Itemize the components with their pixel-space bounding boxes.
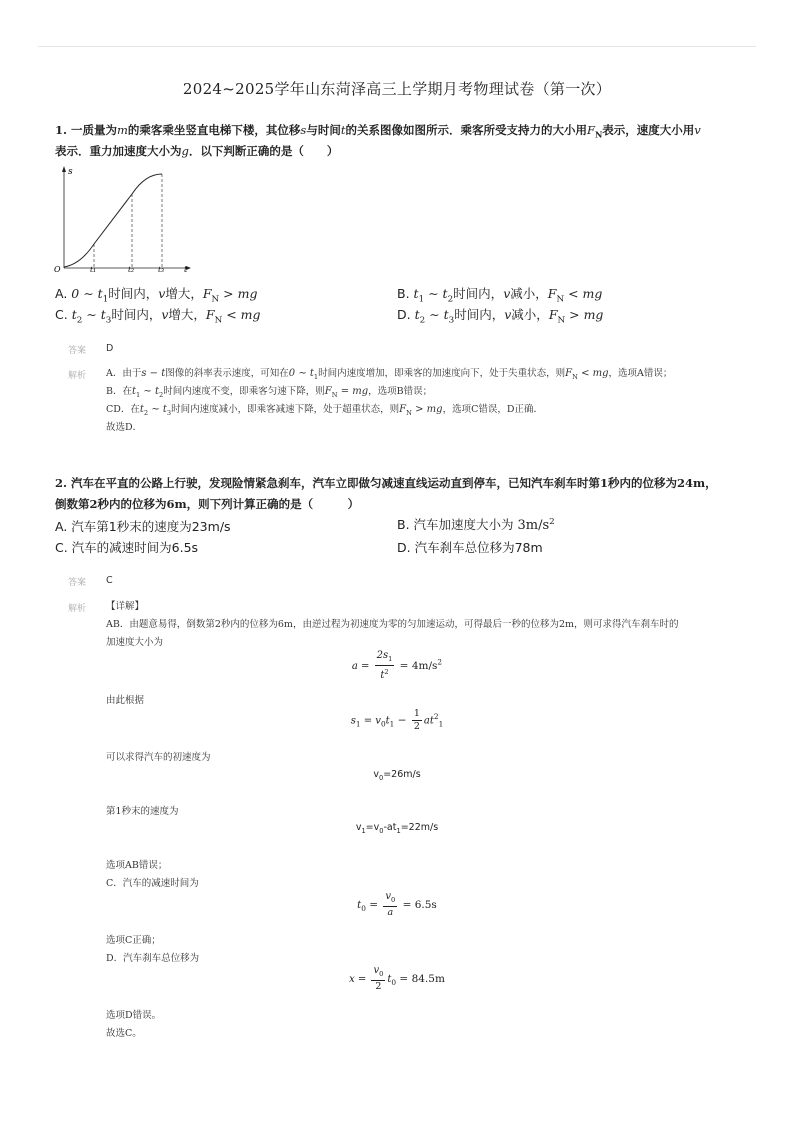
formula-total-displacement: x = $\frac{v_0}{2}$ $t_0 = 84.5m$ (349, 965, 445, 992)
q1-explain-line4: 故选D． (106, 422, 143, 433)
q2-v1-text: 第1秒末的速度为 (106, 806, 179, 817)
q2-by-text: 由此根据 (106, 695, 145, 706)
q1-stem-line2: 表示．重力加速度大小为g．以下判断正确的是（ ） (55, 144, 339, 158)
q2-stem-line2: 倒数第2秒内的位移为6m，则下列计算正确的是（ ） (55, 497, 360, 511)
q1-option-b[interactable]: B. $t_1$ ∼ $t_2$时间内，v减小，$F_N$ < mg (397, 286, 603, 305)
q1-option-d[interactable]: D. $t_2$ ∼ $t_3$时间内，v减小，$F_N$ > mg (397, 307, 604, 326)
q1-explain-line3: CD．在$t_2$ ∼ $t_3$时间内速度减小，即乘客减速下降，处于超重状态，则$F_N$ > mg，选项C错误，D正确． (106, 404, 543, 417)
q1-explain-line2: B．在$t_1$ ∼ $t_2$时间内速度不变，即乘客匀速下降，则$F_N$ = mg，选项B错误； (106, 386, 433, 399)
q2-option-d[interactable]: D. 汽车刹车总位移为78m (397, 540, 543, 555)
q1-option-a[interactable]: A. 0 ∼ $t_1$时间内，v增大，$F_N$ > mg (55, 286, 258, 305)
q2-final-answer: 故选C。 (106, 1028, 142, 1039)
q1-answer-value: D (106, 343, 114, 354)
q2-init-v-text: 可以求得汽车的初速度为 (106, 752, 211, 763)
q2-explain-label: 解析 (68, 604, 87, 614)
s-t-graph (52, 164, 192, 276)
formula-time: $t_0$ = $\frac{v_0}{a}$ = 6.5s (357, 891, 437, 918)
t3-tick-label: t₃ (158, 265, 165, 274)
page-title: 2024~2025学年山东菏泽高三上学期月考物理试卷（第一次） (182, 80, 612, 98)
q2-d-wrong: 选项D错误。 (106, 1010, 162, 1021)
formula-displacement: $s_1 = v_0t_1$ − $\frac{1}{2}$ $at^2_1$ (350, 708, 444, 732)
q2-c-right: 选项C正确； (106, 935, 161, 946)
q2-ab-wrong: 选项AB错误； (106, 860, 168, 871)
s-axis-label: s (68, 167, 73, 177)
q2-option-a[interactable]: A. 汽车第1秒末的速度为23m/s (55, 519, 231, 534)
formula-acceleration: a = $\frac{2s_1}{t^2}$ = $4m/s^2$ (351, 650, 443, 682)
q2-stem-line1: 2. 汽车在平直的公路上行驶，发现险情紧急刹车，汽车立即做匀减速直线运动直到停车，已知汽车刹车时第1秒内的位移为24m， (55, 476, 717, 490)
q2-answer-label: 答案 (68, 578, 87, 588)
s-t-curve (64, 174, 162, 267)
formula-v1: $v_1=v_0-at_1=22m/s$ (355, 822, 439, 835)
t-axis-label: t (184, 265, 188, 274)
t2-tick-label: t₂ (128, 265, 135, 274)
q1-option-c[interactable]: C. $t_2$ ∼ $t_3$时间内，v增大，$F_N$ < mg (55, 307, 261, 326)
formula-v0: $v_0=26m/s$ (373, 769, 421, 782)
q2-detail-tag: 【详解】 (106, 601, 145, 612)
q1-stem-line1: 1. 一质量为m的乘客乘坐竖直电梯下楼，其位移s与时间t的关系图像如图所示．乘客所受支持力的大小用$F_N$表示，速度大小用v (55, 123, 701, 140)
q1-answer-label: 答案 (68, 346, 87, 356)
header-divider (38, 46, 756, 47)
q2-ab-line2: 加速度大小为 (106, 637, 164, 648)
q2-answer-value: C (106, 575, 113, 586)
q2-option-b[interactable]: B. 汽车加速度大小为 $3m/s^2$ (397, 516, 555, 533)
t1-tick-label: t₁ (90, 265, 97, 274)
q1-explain-line1: A．由于s − t图像的斜率表示速度，可知在0 ∼ $t_1$时间内速度增加，即乘客的加速度向下，处于失重状态，则$F_N$ < mg，选项A错误； (106, 368, 673, 381)
q1-explain-label: 解析 (68, 371, 87, 381)
q2-c-text: C．汽车的减速时间为 (106, 878, 199, 889)
q2-option-c[interactable]: C. 汽车的减速时间为6.5s (55, 540, 199, 555)
q2-ab-line1: AB．由题意易得，倒数第2秒内的位移为6m，由逆过程为初速度为零的匀加速运动，可得最后一秒的位移为2m，则可求得汽车刹车时的 (106, 619, 679, 630)
q2-d-text: D．汽车刹车总位移为 (106, 953, 200, 964)
s-axis-arrow (62, 166, 66, 172)
origin-label: O (54, 265, 61, 274)
